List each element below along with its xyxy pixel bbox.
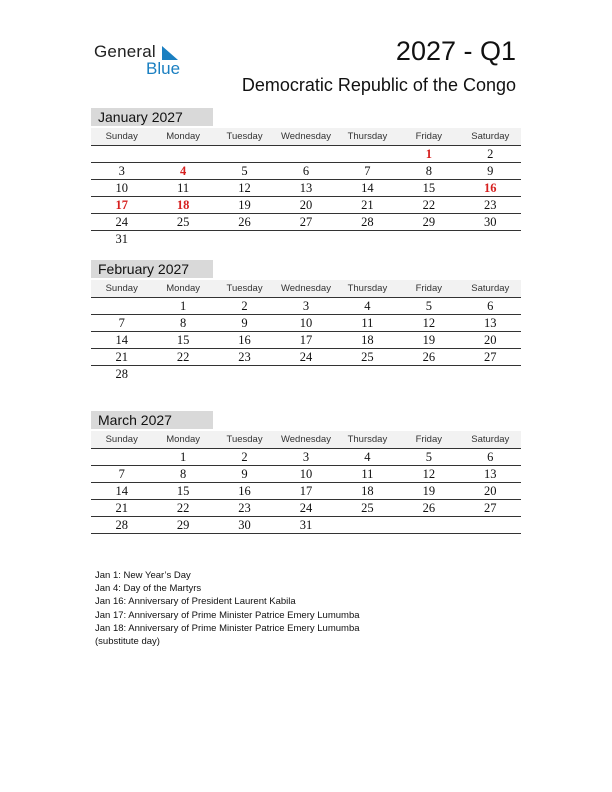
country-name: Democratic Republic of the Congo	[241, 75, 516, 95]
day-cell: 27	[275, 214, 336, 231]
empty-day-cell	[460, 231, 521, 248]
weekday-header: Thursday	[337, 431, 398, 449]
day-cell: 29	[152, 517, 213, 534]
week-row	[91, 163, 521, 180]
day-cell: 26	[214, 214, 275, 231]
empty-day-cell	[337, 366, 398, 383]
day-cell: 22	[398, 197, 459, 214]
day-cell: 11	[337, 315, 398, 332]
weekday-header: Tuesday	[214, 280, 275, 298]
day-cell: 30	[460, 214, 521, 231]
day-cell: 8	[152, 315, 213, 332]
day-cell: 24	[275, 349, 336, 366]
day-cell: 26	[398, 500, 459, 517]
day-cell: 15	[152, 483, 213, 500]
day-cell: 20	[460, 332, 521, 349]
day-cell: 21	[91, 349, 152, 366]
day-cell: 14	[337, 180, 398, 197]
weekday-header: Monday	[152, 431, 213, 449]
day-cell: 11	[337, 466, 398, 483]
day-cell: 16	[214, 483, 275, 500]
holiday-notes	[95, 569, 360, 648]
empty-day-cell	[337, 231, 398, 248]
holiday-note: Jan 17: Anniversary of Prime Minister Patrice Emery Lumumba	[95, 609, 360, 621]
brand-name-blue: Blue	[146, 59, 181, 78]
weekday-header: Friday	[398, 128, 459, 146]
calendar-grid	[91, 280, 521, 382]
day-cell: 8	[398, 163, 459, 180]
week-row	[91, 466, 521, 483]
day-cell: 3	[275, 298, 336, 315]
day-cell: 14	[91, 332, 152, 349]
weekday-header: Friday	[398, 431, 459, 449]
empty-day-cell	[214, 231, 275, 248]
empty-day-cell	[91, 146, 152, 163]
month-title: February 2027	[91, 260, 213, 278]
day-cell: 28	[115, 366, 128, 381]
week-row	[91, 180, 521, 197]
day-cell: 17	[91, 197, 152, 214]
day-cell: 4	[337, 449, 398, 466]
empty-day-cell	[398, 231, 459, 248]
day-cell: 4	[152, 163, 213, 180]
day-cell: 10	[275, 315, 336, 332]
weekday-header: Saturday	[460, 128, 521, 146]
empty-day-cell	[91, 298, 152, 315]
day-cell: 7	[337, 163, 398, 180]
weekday-header: Saturday	[460, 431, 521, 449]
day-cell: 6	[460, 298, 521, 315]
day-cell: 23	[460, 197, 521, 214]
day-cell: 17	[275, 483, 336, 500]
empty-day-cell	[337, 517, 398, 534]
day-cell: 19	[398, 483, 459, 500]
empty-day-cell	[337, 146, 398, 163]
day-cell: 12	[398, 466, 459, 483]
day-cell: 20	[275, 197, 336, 214]
weekday-header: Thursday	[337, 128, 398, 146]
weekday-header: Saturday	[460, 280, 521, 298]
week-row	[91, 517, 521, 534]
weekday-header: Monday	[152, 280, 213, 298]
empty-day-cell	[275, 231, 336, 248]
empty-day-cell	[152, 146, 213, 163]
day-cell: 1	[152, 449, 213, 466]
empty-day-cell	[275, 366, 336, 383]
day-cell: 29	[398, 214, 459, 231]
weekday-header: Tuesday	[214, 128, 275, 146]
day-cell: 2	[460, 146, 521, 163]
day-cell: 5	[398, 298, 459, 315]
day-cell: 25	[337, 349, 398, 366]
month-february	[91, 260, 521, 382]
weekday-header: Wednesday	[275, 128, 336, 146]
day-cell: 13	[460, 315, 521, 332]
day-cell: 25	[337, 500, 398, 517]
week-row	[91, 500, 521, 517]
day-cell: 2	[214, 298, 275, 315]
weekday-header: Friday	[398, 280, 459, 298]
day-cell: 17	[275, 332, 336, 349]
day-cell: 13	[460, 466, 521, 483]
week-row	[91, 298, 521, 315]
month-january	[91, 108, 521, 247]
day-cell: 9	[214, 466, 275, 483]
day-cell: 15	[152, 332, 213, 349]
holiday-note: Jan 1: New Year’s Day	[95, 570, 191, 581]
empty-day-cell	[152, 366, 213, 383]
day-cell: 23	[214, 500, 275, 517]
holiday-note: Jan 18: Anniversary of Prime Minister Patrice Emery Lumumba	[95, 622, 360, 634]
day-cell: 1	[152, 298, 213, 315]
holiday-note: (substitute day)	[95, 636, 160, 648]
day-cell: 6	[275, 163, 336, 180]
weekday-header: Sunday	[91, 280, 152, 298]
empty-day-cell	[460, 366, 521, 383]
weekday-header: Sunday	[91, 128, 152, 146]
day-cell: 9	[214, 315, 275, 332]
day-cell: 5	[214, 163, 275, 180]
day-cell: 3	[91, 163, 152, 180]
day-cell: 6	[460, 449, 521, 466]
week-row	[91, 315, 521, 332]
week-row	[91, 366, 521, 383]
brand-name-general: General	[94, 42, 156, 61]
day-cell: 9	[460, 163, 521, 180]
day-cell: 7	[91, 315, 152, 332]
empty-day-cell	[214, 146, 275, 163]
day-cell: 4	[337, 298, 398, 315]
empty-day-cell	[460, 517, 521, 534]
day-cell: 5	[398, 449, 459, 466]
brand-logo	[94, 42, 194, 82]
day-cell: 8	[152, 466, 213, 483]
calendar-grid	[91, 128, 521, 247]
day-cell: 10	[91, 180, 152, 197]
day-cell: 16	[460, 180, 521, 197]
week-row	[91, 231, 521, 248]
empty-day-cell	[398, 366, 459, 383]
week-row	[91, 214, 521, 231]
day-cell: 10	[275, 466, 336, 483]
empty-day-cell	[152, 231, 213, 248]
calendar-grid	[91, 431, 521, 534]
month-title: March 2027	[91, 411, 213, 429]
weekday-header: Thursday	[337, 280, 398, 298]
holiday-note: Jan 4: Day of the Martyrs	[95, 583, 202, 595]
month-march	[91, 411, 521, 534]
day-cell: 20	[460, 483, 521, 500]
empty-day-cell	[214, 366, 275, 383]
day-cell: 28	[91, 517, 152, 534]
day-cell: 18	[337, 483, 398, 500]
day-cell: 21	[91, 500, 152, 517]
weekday-header: Sunday	[91, 431, 152, 449]
day-cell: 24	[275, 500, 336, 517]
weekday-header: Wednesday	[275, 280, 336, 298]
month-title: January 2027	[91, 108, 213, 126]
week-row	[91, 197, 521, 214]
weekday-header: Tuesday	[214, 431, 275, 449]
day-cell: 30	[214, 517, 275, 534]
day-cell: 31	[275, 517, 336, 534]
day-cell: 2	[214, 449, 275, 466]
day-cell: 12	[214, 180, 275, 197]
day-cell: 27	[460, 349, 521, 366]
week-row	[91, 146, 521, 163]
weekday-header: Monday	[152, 128, 213, 146]
day-cell: 27	[460, 500, 521, 517]
day-cell: 28	[337, 214, 398, 231]
week-row	[91, 349, 521, 366]
empty-day-cell	[91, 449, 152, 466]
day-cell: 22	[152, 349, 213, 366]
day-cell: 14	[91, 483, 152, 500]
page-title: 2027 - Q1	[395, 36, 516, 66]
day-cell: 13	[275, 180, 336, 197]
day-cell: 16	[214, 332, 275, 349]
day-cell: 18	[337, 332, 398, 349]
day-cell: 22	[152, 500, 213, 517]
day-cell: 23	[214, 349, 275, 366]
day-cell: 19	[214, 197, 275, 214]
day-cell: 1	[398, 146, 459, 163]
week-row	[91, 449, 521, 466]
empty-day-cell	[275, 146, 336, 163]
day-cell: 21	[337, 197, 398, 214]
day-cell: 24	[91, 214, 152, 231]
day-cell: 31	[115, 231, 128, 246]
day-cell: 7	[91, 466, 152, 483]
day-cell: 18	[152, 197, 213, 214]
weekday-header: Wednesday	[275, 431, 336, 449]
week-row	[91, 332, 521, 349]
day-cell: 25	[152, 214, 213, 231]
empty-day-cell	[398, 517, 459, 534]
day-cell: 19	[398, 332, 459, 349]
holiday-note: Jan 16: Anniversary of President Laurent Kabila	[95, 596, 296, 608]
day-cell: 12	[398, 315, 459, 332]
week-row	[91, 483, 521, 500]
day-cell: 26	[398, 349, 459, 366]
day-cell: 11	[152, 180, 213, 197]
day-cell: 15	[398, 180, 459, 197]
day-cell: 3	[275, 449, 336, 466]
